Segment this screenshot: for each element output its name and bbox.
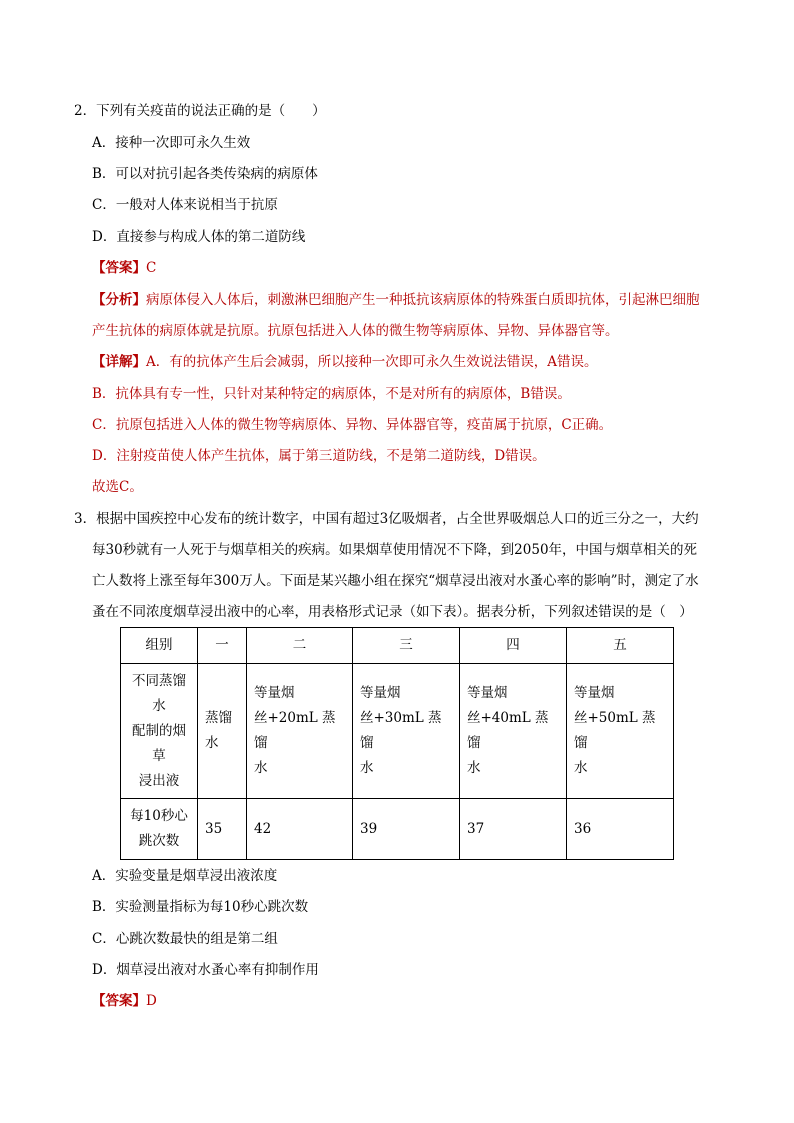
table-header-cell: 一 [198, 628, 247, 664]
table-row-label: 每10秒心 跳次数 [121, 799, 198, 860]
heart-rate-table [120, 627, 674, 860]
table-cell: 37 [460, 799, 567, 860]
detail-text: A．有的抗体产生后会减弱，所以接种一次即可永久生效说法错误，A错误。 [146, 354, 598, 370]
question-2-detail-line-1 [92, 352, 598, 372]
table-cell: 等量烟 丝+50mL 蒸馏 水 [567, 664, 674, 799]
question-3-stem-line-4: 蚤在不同浓度烟草浸出液中的心率，用表格形式记录（如下表）。据表分析，下列叙述错误的是（ ） [92, 604, 693, 620]
answer-value: D [146, 993, 157, 1009]
table-row-label: 不同蒸馏 水 配制的烟 草 浸出液 [121, 664, 198, 799]
question-3-stem-line-1: 3．根据中国疾控中心发布的统计数字，中国有超过3亿吸烟者，占全世界吸烟总人口的近三分之一，大约 [74, 511, 699, 527]
answer-label: 【答案】 [92, 260, 146, 276]
table-header-cell: 三 [353, 628, 460, 664]
table-cell: 42 [247, 799, 353, 860]
question-2-detail-line-3: C．抗原包括进入人体的微生物等病原体、异物、异体器官等，疫苗属于抗原，C正确。 [92, 417, 613, 433]
table-row [121, 664, 674, 799]
question-2-detail-line-2: B．抗体具有专一性，只针对某种特定的病原体，不是对所有的病原体，B错误。 [92, 386, 571, 402]
table-cell: 35 [198, 799, 247, 860]
table-cell: 等量烟 丝+30mL 蒸馏 水 [353, 664, 460, 799]
question-3-option-a: A．实验变量是烟草浸出液浓度 [92, 868, 278, 884]
answer-value: C [146, 260, 157, 276]
question-2-option-c: C．一般对人体来说相当于抗原 [92, 197, 278, 213]
question-3-answer [92, 991, 157, 1011]
question-2-option-d: D．直接参与构成人体的第二道防线 [92, 229, 306, 245]
question-2-detail-line-4: D．注射疫苗使人体产生抗体，属于第三道防线，不是第二道防线，D错误。 [92, 448, 546, 464]
question-2-option-a: A．接种一次即可永久生效 [92, 135, 251, 151]
question-2-conclusion: 故选C。 [92, 479, 143, 495]
question-3-option-d: D．烟草浸出液对水蚤心率有抑制作用 [92, 962, 319, 978]
answer-label: 【答案】 [92, 993, 146, 1009]
table-header-cell: 组别 [121, 628, 198, 664]
question-3-option-c: C．心跳次数最快的组是第二组 [92, 931, 278, 947]
table-cell: 蒸馏 水 [198, 664, 247, 799]
table-cell: 等量烟 丝+20mL 蒸馏 水 [247, 664, 353, 799]
question-2-answer [92, 258, 156, 278]
table-cell: 36 [567, 799, 674, 860]
table-header-cell: 二 [247, 628, 353, 664]
question-2-analysis-line-2: 产生抗体的病原体就是抗原。抗原包括进入人体的微生物等病原体、异物、异体器官等。 [92, 323, 619, 339]
question-3-stem-line-2: 每30秒就有一人死于与烟草相关的疾病。如果烟草使用情况不下降，到2050年，中国与烟草相关的死 [92, 542, 698, 558]
table-cell: 等量烟 丝+40mL 蒸馏 水 [460, 664, 567, 799]
question-2-stem: 2．下列有关疫苗的说法正确的是（ ） [74, 103, 326, 119]
question-3-stem-line-3: 亡人数将上涨至每年300万人。下面是某兴趣小组在探究“烟草浸出液对水蚤心率的影响”时，测定了水 [92, 573, 699, 589]
table-row [121, 799, 674, 860]
table-cell: 39 [353, 799, 460, 860]
table-header-row [121, 628, 674, 664]
question-2-analysis-line-1 [92, 290, 700, 310]
table-header-cell: 四 [460, 628, 567, 664]
analysis-text: 病原体侵入人体后，刺激淋巴细胞产生一种抵抗该病原体的特殊蛋白质即抗体，引起淋巴细胞 [146, 292, 700, 308]
analysis-label: 【分析】 [92, 292, 146, 308]
question-3-option-b: B．实验测量指标为每10秒心跳次数 [92, 899, 309, 915]
question-2-option-b: B．可以对抗引起各类传染病的病原体 [92, 166, 318, 182]
table-header-cell: 五 [567, 628, 674, 664]
detail-label: 【详解】 [92, 354, 146, 370]
